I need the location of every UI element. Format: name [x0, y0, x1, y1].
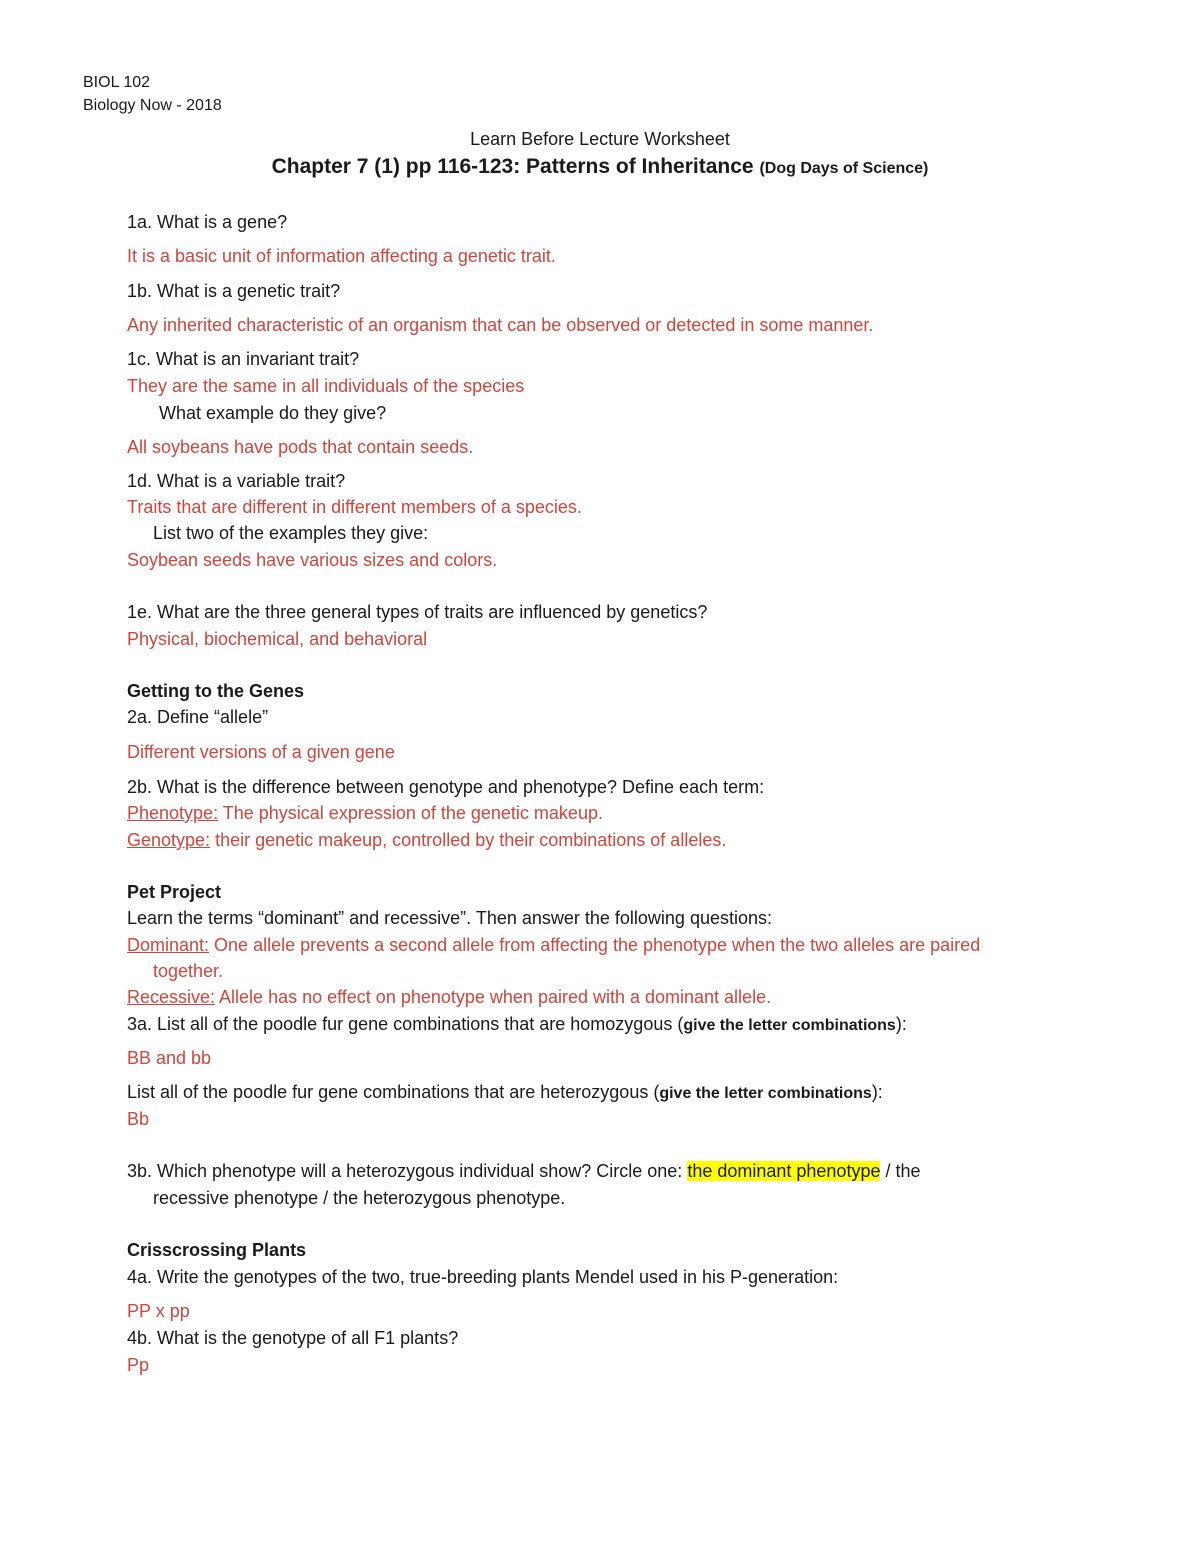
- chapter-title: [0, 154, 1200, 182]
- recessive-definition: Recessive: Allele has no effect on phenotype when paired with a dominant allele.: [127, 987, 772, 1007]
- worksheet-title: Learn Before Lecture Worksheet: [470, 129, 730, 149]
- q2a-answer: Different versions of a given gene: [127, 742, 395, 762]
- q1c-answer: They are the same in all individuals of the species: [127, 376, 525, 396]
- q2a-question: 2a. Define “allele”: [127, 707, 269, 727]
- q1a-question: 1a. What is a gene?: [127, 212, 288, 232]
- phenotype-term: Phenotype:: [127, 803, 219, 823]
- phenotype-definition: Phenotype: The physical expression of the genetic makeup.: [127, 803, 603, 823]
- q1e-question: 1e. What are the three general types of traits are influenced by genetics?: [127, 602, 708, 622]
- q3a2-answer: Bb: [127, 1109, 150, 1129]
- genotype-definition: Genotype: their genetic makeup, controlled by their combinations of alleles.: [127, 830, 727, 850]
- chapter-main: Chapter 7 (1) pp 116-123: Patterns of Inheritance: [271, 155, 754, 178]
- section-heading-genes: Getting to the Genes: [127, 681, 305, 701]
- q1d-subquestion: List two of the examples they give:: [153, 523, 429, 543]
- q4b-answer: Pp: [127, 1355, 150, 1375]
- dominant-term: Dominant:: [127, 935, 210, 955]
- q1a-answer: It is a basic unit of information affecting a genetic trait.: [127, 246, 556, 266]
- dominant-definition-cont: together.: [153, 961, 224, 981]
- q1c-subanswer: All soybeans have pods that contain seeds.: [127, 437, 474, 457]
- q3a2-question: List all of the poodle fur gene combinations that are heterozygous (give the letter combinations):: [127, 1082, 883, 1102]
- q1d-subanswer: Soybean seeds have various sizes and colors.: [127, 550, 498, 570]
- q3b-question-cont: recessive phenotype / the heterozygous phenotype.: [153, 1188, 566, 1208]
- highlighted-answer: the dominant phenotype: [687, 1161, 881, 1181]
- q1e-answer: Physical, biochemical, and behavioral: [127, 629, 428, 649]
- q4a-answer: PP x pp: [127, 1301, 190, 1321]
- q3a-answer: BB and bb: [127, 1048, 212, 1068]
- recessive-term: Recessive:: [127, 987, 216, 1007]
- chapter-sub: (Dog Days of Science): [759, 160, 929, 177]
- q3a-question: 3a. List all of the poodle fur gene combinations that are homozygous (give the letter combinations):: [127, 1014, 907, 1034]
- q1d-answer: Traits that are different in different members of a species.: [127, 497, 582, 517]
- q1c-subquestion: What example do they give?: [159, 403, 387, 423]
- q1b-question: 1b. What is a genetic trait?: [127, 281, 341, 301]
- q4a-question: 4a. Write the genotypes of the two, true-breeding plants Mendel used in his P-generation:: [127, 1267, 839, 1287]
- q3b-question: 3b. Which phenotype will a heterozygous individual show? Circle one: the dominant phenotype / the: [127, 1161, 921, 1181]
- q1c-question: 1c. What is an invariant trait?: [127, 349, 360, 369]
- dominant-definition: Dominant: One allele prevents a second allele from affecting the phenotype when the two alleles are paired: [127, 935, 981, 955]
- genotype-term: Genotype:: [127, 830, 211, 850]
- q1b-answer: Any inherited characteristic of an organism that can be observed or detected in some manner.: [127, 315, 874, 335]
- pet-intro: Learn the terms “dominant” and recessive”. Then answer the following questions:: [127, 908, 773, 928]
- book-title: Biology Now - 2018: [83, 97, 222, 114]
- course-code: BIOL 102: [83, 74, 151, 91]
- section-heading-pet: Pet Project: [127, 882, 222, 902]
- q4b-question: 4b. What is the genotype of all F1 plants?: [127, 1328, 459, 1348]
- q2b-question: 2b. What is the difference between genotype and phenotype? Define each term:: [127, 777, 765, 797]
- q1d-question: 1d. What is a variable trait?: [127, 471, 346, 491]
- section-heading-plants: Crisscrossing Plants: [127, 1240, 307, 1260]
